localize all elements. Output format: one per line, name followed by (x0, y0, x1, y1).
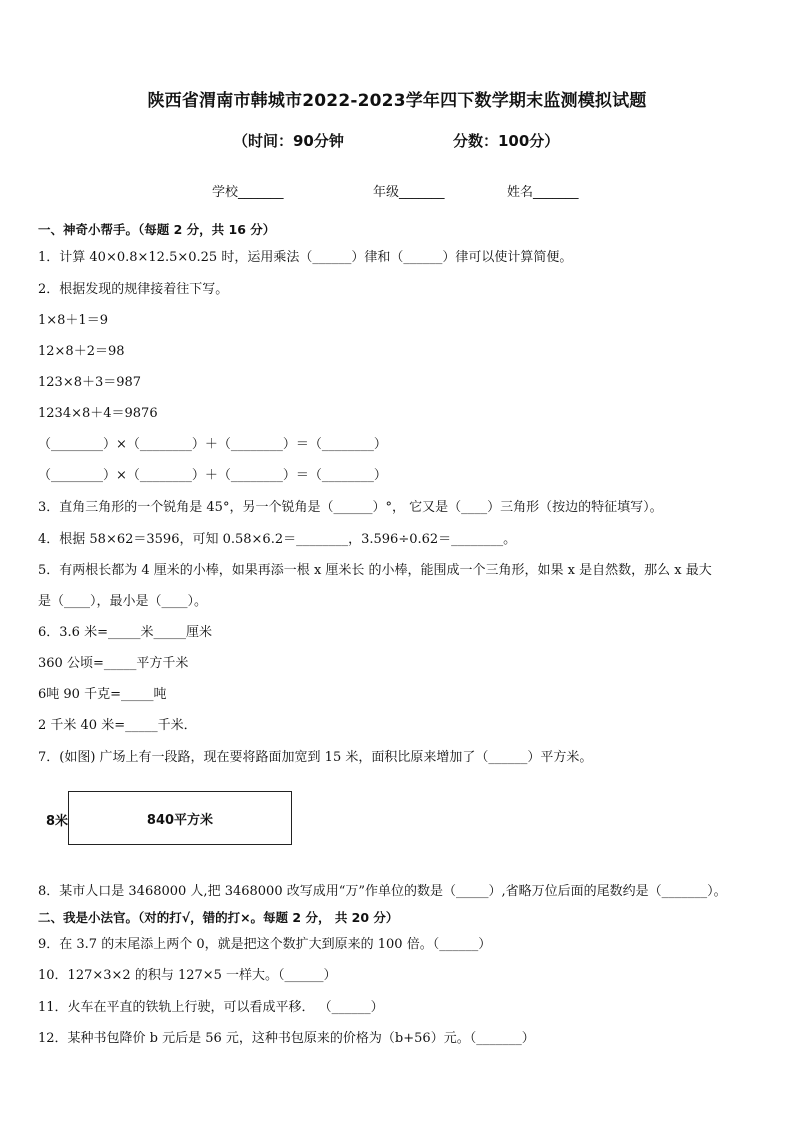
question-3: 3．直角三角形的一个锐角是 45°，另一个锐角是（______）°， 它又是（____）三角形（按边的特征填写）。 (38, 500, 663, 515)
question-5: 5．有两根长都为 4 厘米的小棒，如果再添一根 x 厘米长 的小棒，能围成一个三角形，如果 x 是自然数，那么 x 最大 (38, 563, 712, 578)
grade-field: 年级_______ (373, 185, 445, 200)
q2-blank-2: （________）×（________）＋（________）＝（________） (38, 468, 387, 483)
exam-score: 分数：100分） (453, 132, 560, 150)
q2-pattern-4: 1234×8＋4＝9876 (38, 406, 158, 421)
school-field: 学校_______ (212, 185, 284, 200)
question-10: 10．127×3×2 的积与 127×5 一样大。（______） (38, 968, 337, 983)
q2-blank-1: （________）×（________）＋（________）＝（________） (38, 437, 387, 452)
question-6-d: 2 千米 40 米=_____千米． (38, 718, 197, 733)
figure-area-label: 840平方米 (146, 813, 214, 828)
figure-width-label: 8米 (46, 814, 69, 829)
question-8: 8．某市人口是 3468000 人,把 3468000 改写成用“万”作单位的数是（_____）,省略万位后面的尾数约是（_______）。 (38, 884, 727, 899)
section-2-heading: 二、我是小法官。（对的打√，错的打×。每题 2 分， 共 20 分） (38, 910, 399, 925)
name-field: 姓名_______ (507, 185, 579, 200)
q2-pattern-3: 123×8＋3＝987 (38, 375, 142, 390)
question-4: 4．根据 58×62＝3596，可知 0.58×6.2＝________，3.596÷0.62＝________。 (38, 532, 517, 547)
section-1-heading: 一、神奇小帮手。（每题 2 分，共 16 分） (38, 222, 276, 237)
question-12: 12．某种书包降价 b 元后是 56 元，这种书包原来的价格为（b+56）元。（_______） (38, 1031, 535, 1046)
question-6-c: 6吨 90 千克=_____吨 (38, 687, 167, 702)
q2-pattern-1: 1×8＋1＝9 (38, 313, 108, 328)
question-9: 9．在 3.7 的末尾添上两个 0，就是把这个数扩大到原来的 100 倍。（______） (38, 937, 492, 952)
page-title: 陕西省渭南市韩城市2022-2023学年四下数学期末监测模拟试题 (147, 91, 647, 111)
question-5-cont: 是（____），最小是（____）。 (38, 594, 208, 609)
exam-time: （时间：90分钟 (233, 132, 344, 150)
question-6-b: 360 公顷=_____平方千米 (38, 656, 189, 671)
question-1: 1．计算 40×0.8×12.5×0.25 时，运用乘法（______）律和（______）律可以使计算简便。 (38, 250, 573, 265)
question-7: 7．(如图) 广场上有一段路，现在要将路面加宽到 15 米，面积比原来增加了（______）平方米。 (38, 750, 593, 765)
q2-pattern-2: 12×8＋2＝98 (38, 344, 125, 359)
road-rectangle-figure (68, 791, 292, 845)
question-2: 2．根据发现的规律接着往下写。 (38, 282, 229, 297)
question-6: 6．3.6 米=_____米_____厘米 (38, 625, 212, 640)
question-11: 11．火车在平直的铁轨上行驶，可以看成平移． （______） (38, 1000, 384, 1015)
